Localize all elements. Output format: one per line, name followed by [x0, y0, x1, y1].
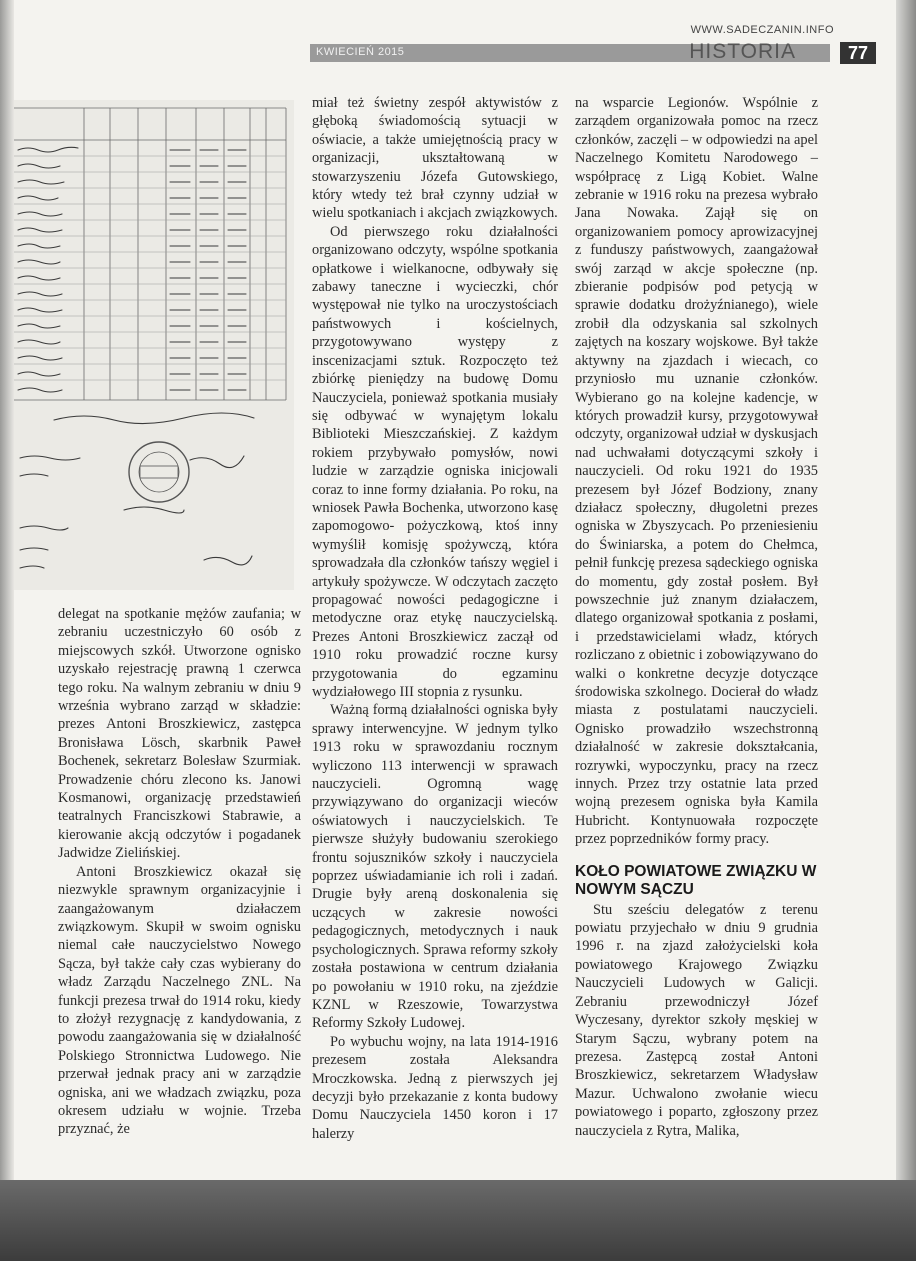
site-url: WWW.SADECZANIN.INFO: [690, 24, 834, 36]
text-column-2: [312, 94, 558, 1143]
paragraph: Po wybuchu wojny, na lata 1914-1916 prezesem została Aleksandra Mroczkowska. Jedną z pierwszych jej decyzji było przekazanie z konta budowy Domu Nauczyciela 1450 koron i 17 halerzy: [312, 1033, 558, 1142]
scan-background: [0, 1180, 916, 1261]
page-number: 77: [840, 42, 876, 64]
paragraph: Stu sześciu delegatów z terenu powiatu przyjechało w dniu 9 grudnia 1996 r. na zjazd założycielski koła powiatowego Krajowego Związku Nauczycieli Ludowych w Galicji. Zebraniu przewodniczył Józef Wyczesany, dyrektor szkoły męskiej w Starym Sączu, wybrany potem na prezesa. Zastępcą został Antoni Broszkiewicz, sekretarzem Władysław Mazur. Uchwalono zwołanie wiecu powiatowego i poparto, zgłoszony przez nauczyciela z Rytra, Malika,: [575, 901, 818, 1139]
issue-date: KWIECIEŃ 2015: [316, 46, 405, 58]
page-right-edge: [896, 0, 916, 1180]
paragraph: delegat na spotkanie mężów zaufania; w zebraniu uczestniczyło 60 osób z miejscowych szkół. Utworzone ognisko uzyskało rejestrację prawną 1 czerwca tego roku. Na walnym zebraniu w dniu 9 września wybrano zarząd w składzie: prezes Antoni Broszkiewicz, zastępca Bronisława Lösch, skarbnik Paweł Bochenek, sekretarz Bolesław Szurmiak. Prowadzenie chóru zlecono ks. Janowi Kosmanowi, organizację przedstawień teatralnych Franciszkowi Stabrawie, a kierowanie akcją odczytów i pogadanek Jadwidze Zielińskiej.: [58, 606, 301, 862]
paragraph: miał też świetny zespół aktywistów z głęboką świadomością sytuacji w oświacie, a także umiejętnością pracy w organizacji, ukształtowaną w stowarzyszeniu Józefa Gutowskiego, który wtedy też brał czynny udział w wielu spotkaniach i akcjach związkowych.: [312, 95, 558, 222]
paragraph: Od pierwszego roku działalności organizowano odczyty, wspólne spotkania opłatkowe i wielkanocne, odbywały się zabawy taneczne i wycieczki, chór występował nie tylko na uroczystościach państwowych i kościelnych, przygotowywano występy z inscenizacjami sztuk. Rozpoczęto też zbiórkę pieniędzy na budowę Domu Nauczyciela, ponieważ spotkania musiały się odbywać w wynajętym lokalu Biblioteki Mieszczańskiej. Z każdym rokiem przybywało pomysłów, nowi ludzie w zarządzie ogniska inicjowali coraz to inne formy działania. Po roku, na wniosek Pawła Bochenka, utworzono kasę zapomogowo- pożyczkową, ktoś inny wymyślił komisję spożywczą, która sprowadzała dla członków tańszy węgiel i artykuły spożywcze. W odczytach zaczęto propagować nowości pedagogiczne i metodyczne oraz etykę nauczycielską. Prezes Antoni Broszkiewicz zaczął od 1910 roku prowadzić roczne kursy przygotowania do egzaminu wydziałowego III stopnia z rysunku.: [312, 223, 558, 700]
archival-register-photo: [14, 100, 294, 590]
paragraph: na wsparcie Legionów. Wspólnie z zarządem organizowała pomoc na rzecz członków, zaczęli – w odpowiedzi na apel Naczelnego Komitetu Narodowego – współpracę z Ligą Kobiet. Walne zebranie w 1916 roku na prezesa wybrało Jana Nowaka. Zajął się on organizowaniem pomocy aprowizacyjnej z funduszy państwowych, zaangażował swój zarząd w akcje społeczne (np. zbieranie podpisów pod petycją w sprawie dodatku drożyźnianego), wiele zrobił dla odzyskania sal szkolnych zajętych na koszary wojskowe. Był także aktywny na zjazdach i wiecach, co przyniosło mu uznanie członków. Wybierano go na kolejne kadencje, w których prowadził kursy, przygotowywał odczyty, organizował udział w dyskusjach nad uchwałami dotyczącymi szkoły i nauczycieli. Od roku 1921 do 1935 prezesem był Józef Bodziony, znany działacz społeczny, długoletni prezes ogniska w Zbyszycach. Po przeniesieniu do Świniarska, a potem do Chełmca, pełnił funkcję prezesa sądeckiego ogniska do momentu, gdy został posłem. Był powszechnie już znanym działaczem, dlatego organizował spotkania z posłami, i przedstawicielami władz, których rozliczano z obietnic i zobowiązywano do walki o konkretne decyzje dotyczące środowiska szkolnego. Docierał do władz miasta z postulatami nauczycieli. Ognisko prowadziło wszechstronną działalność w zakresie dokształcania, rozrywki, wypoczynku, pracy na rzecz innych. Przez trzy ostatnie lata przed wojną prezesem ogniska była Kamila Hubricht. Kontynuowała rozpoczęte przez poprzedników formy pracy.: [575, 95, 818, 848]
paragraph: Ważną formą działalności ogniska były sprawy interwencyjne. W jednym tylko 1913 roku w sprawozdaniu rocznym wyliczono 113 interwencji w sprawach nauczycieli. Ogromną wagę przywiązywano do organizacji wieców oświatowych i nauczycielskich. Te pierwsze służyły budowaniu szerokiego frontu sojuszników szkoły i nauczyciela poprzez uświadamianie ich roli i zadań. Drugie były areną doskonalenia się uczących w zakresie nowości pedagogicznych, metodycznych i nauk psychologicznych. Sprawa reformy szkoły została postawiona w centrum działania po powołaniu w 1910 roku, na zjeździe KZNL w Rzeszowie, Towarzystwa Reformy Szkoły Ludowej.: [312, 702, 558, 1032]
page-spine-shadow: [0, 0, 14, 1180]
paragraph: Antoni Broszkiewicz okazał się niezwykle sprawnym organizacyjnie i zaangażowanym działaczem związkowym. Skupił w swoim ognisku niemal całe nauczycielstwo Nowego Sącza, był także cały czas wybierany do władz Zarządu Naczelnego ZNL. Na funkcji prezesa trwał do 1914 roku, kiedy to złożył rezygnację z kandydowania, z powodu zaangażowania się w działalność Polskiego Stronnictwa Ludowego. Nie przerwał jednak pracy ani w zarządzie ogniska, ani we władzach związku, poza okresem udziału w wojnie. Trzeba przyznać, że: [58, 863, 301, 1138]
text-column-3: [575, 94, 818, 1140]
section-heading: KOŁO POWIATOWE ZWIĄZKU W NOWYM SĄCZU: [575, 862, 817, 898]
section-title: HISTORIA: [689, 40, 796, 63]
text-column-1: [58, 605, 301, 1139]
